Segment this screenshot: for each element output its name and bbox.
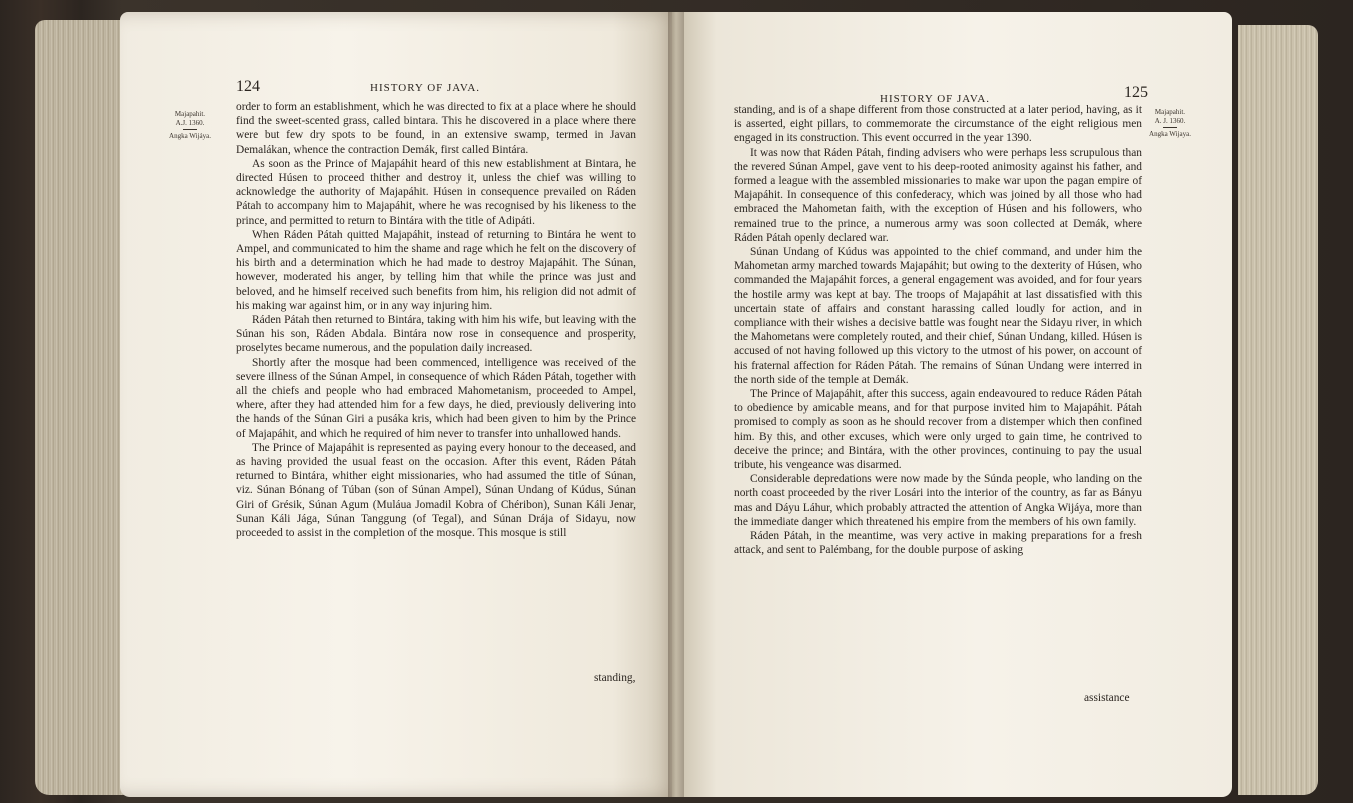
left-margin-note-line2: A.J. 1360. [175, 118, 205, 127]
left-margin-note-line1: Majapahit. [174, 110, 206, 118]
right-running-title: HISTORY OF JAVA. [880, 93, 991, 105]
paragraph: Considerable depredations were now made by the Súnda people, who landing on the north coast proceeded by the river Losári into the interior of the country, as far as Bányu mas and Dáyu Láhur, which probably attracted the attention of Angka Wijáya, more than the immediate danger which threatened his empire from the members of his own family. [734, 473, 1142, 528]
paragraph: standing, and is of a shape different from those constructed at a later period, having, as it is asserted, eight pillars, to commemorate the circumstance of the eight religious men engaged in its construction. This event occurred in the year 1390. [734, 104, 1142, 145]
left-catchword: standing, [594, 672, 636, 684]
paragraph: As soon as the Prince of Majapáhit heard of this new establishment at Bintara, he directed Húsen to proceed thither and destroy it, unless the chief was willing to acknowledge the authority of Majapáhit. Húsen in consequence prevailed on Ráden Pátah to accompany him to Majapáhit, where he was recognised by his likeness to the prince, and permitted to return to Bintára with the title of Adipáti. [236, 157, 636, 227]
paragraph: It was now that Ráden Pátah, finding advisers who were perhaps less scrupulous than the revered Súnan Ampel, gave vent to his deep-rooted animosity against his father, and formed a league with the assembled missionaries to make war upon the pagan empire of Majapáhit. In consequence of this confederacy, which was joined by all those who had embraced the Mahometan faith, with the exception of Húsen and his followers, who remained true to the prince, a numerous army was soon collected at Demák, where Ráden Pátah openly declared war. [734, 146, 1142, 244]
margin-note-rule [183, 129, 197, 130]
left-page-body [236, 100, 636, 540]
book-gutter [668, 12, 684, 797]
right-page-body [734, 103, 1142, 558]
paragraph: Ráden Pátah, in the meantime, was very active in making preparations for a fresh attack, and sent to Palémbang, for the double purpose of asking [734, 530, 1142, 557]
right-margin-note-line1: Majapahit. [1154, 108, 1186, 116]
margin-note-rule [1163, 127, 1177, 128]
left-margin-note-line3: Angka Wijáya. [169, 132, 211, 140]
paragraph: The Prince of Majapáhit is represented as paying every honour to the deceased, and as having provided the usual feast on the occasion. After this event, Ráden Pátah returned to Bintára, whither eight missionaries, who had assumed the title of Súnan, viz. Súnan Bónang of Túban (son of Súnan Ampel), Súnan Undang of Kúdus, Súnan Giri of Grésik, Súnan Agum (Muláua Jomadil Kobra of Chéribon), Sunan Káli Jenar, Sunan Káli Jága, Súnan Tanggung (of Tegal), and Súnan Drája of Sidayu, now proceeded to assist in the completion of the mosque. This mosque is still [236, 441, 636, 540]
paragraph: When Ráden Pátah quitted Majapáhit, instead of returning to Bintára he went to Ampel, and communicated to him the shame and rage which he felt on the discovery of his birth and a determination which he had made to destroy Majapáhit. The Súnan, however, moderated his anger, by telling him that while the prince was just and beloved, and he himself received such benefits from him, his religion did not admit of his making war against him, or in any way injuring him. [236, 228, 636, 312]
paragraph: Shortly after the mosque had been commenced, intelligence was received of the severe illness of the Súnan Ampel, in consequence of which Ráden Pátah, together with all the chiefs and people who had embraced Mahometanism, proceeded to Ampel, where, after they had attended him for a few days, he died, previously delivering into the hands of the Súnan Giri a pusáka kris, which had been given to him by the Prince of Majapáhit, and which he required of him never to transfer into unhallowed hands. [236, 356, 636, 440]
paragraph: Ráden Pátah then returned to Bintára, taking with him his wife, but leaving with the Súnan his son, Ráden Abdala. Bintára now rose in consequence and prosperity, proselytes became numerous, and the population daily increased. [236, 314, 636, 355]
left-running-title: HISTORY OF JAVA. [370, 82, 481, 94]
paragraph: Súnan Undang of Kúdus was appointed to the chief command, and under him the Mahometan army marched towards Majapáhit; but owing to the dexterity of Húsen, who commanded the Majapáhit forces, a general engagement was avoided, and for four years the hostile army was kept at bay. The troops of Majapáhit at last dissatisfied with this uncertain state of affairs and constant harassing called loudly for action, and in compliance with their wishes a decisive battle was fought near the Sidayu river, in which the Mahometans were completely routed, and their chief, Súnan Undang, killed. Húsen is accused of not having followed up this victory to the utmost of his power, on account of his fraternal affection for Ráden Pátah. The remains of Súnan Undang were interred in the north side of the temple at Demák. [734, 246, 1142, 386]
left-margin-note [168, 110, 212, 141]
right-page-number: 125 [1124, 84, 1148, 101]
right-margin-note [1148, 108, 1192, 139]
left-page-number: 124 [236, 78, 260, 95]
paragraph: order to form an establishment, which he was directed to fix at a place where he should find the sweet-scented grass, called bintara. This he discovered in a place where there were but few dry spots to be found, in an extensive swamp, termed in Javan Demalákan, whence the contraction Demák, first called Bintára. [236, 101, 636, 156]
right-catchword: assistance [1084, 692, 1130, 704]
right-page-edges [1238, 25, 1318, 795]
right-margin-note-line3: Angka Wijaya. [1149, 130, 1191, 138]
paragraph: The Prince of Majapáhit, after this success, again endeavoured to reduce Ráden Pátah to obedience by amicable means, and for that purpose invited him to Majapáhit. Pátah promised to comply as soon as he should recover from a distemper which then confined him. By this, and other excuses, which were only urged to gain time, he contrived to deceive the prince; and Bintára, with the other provinces, continuing to pay the usual tribute, his vengeance was disarmed. [734, 388, 1142, 472]
right-margin-note-line2: A. J. 1360. [1154, 116, 1186, 125]
